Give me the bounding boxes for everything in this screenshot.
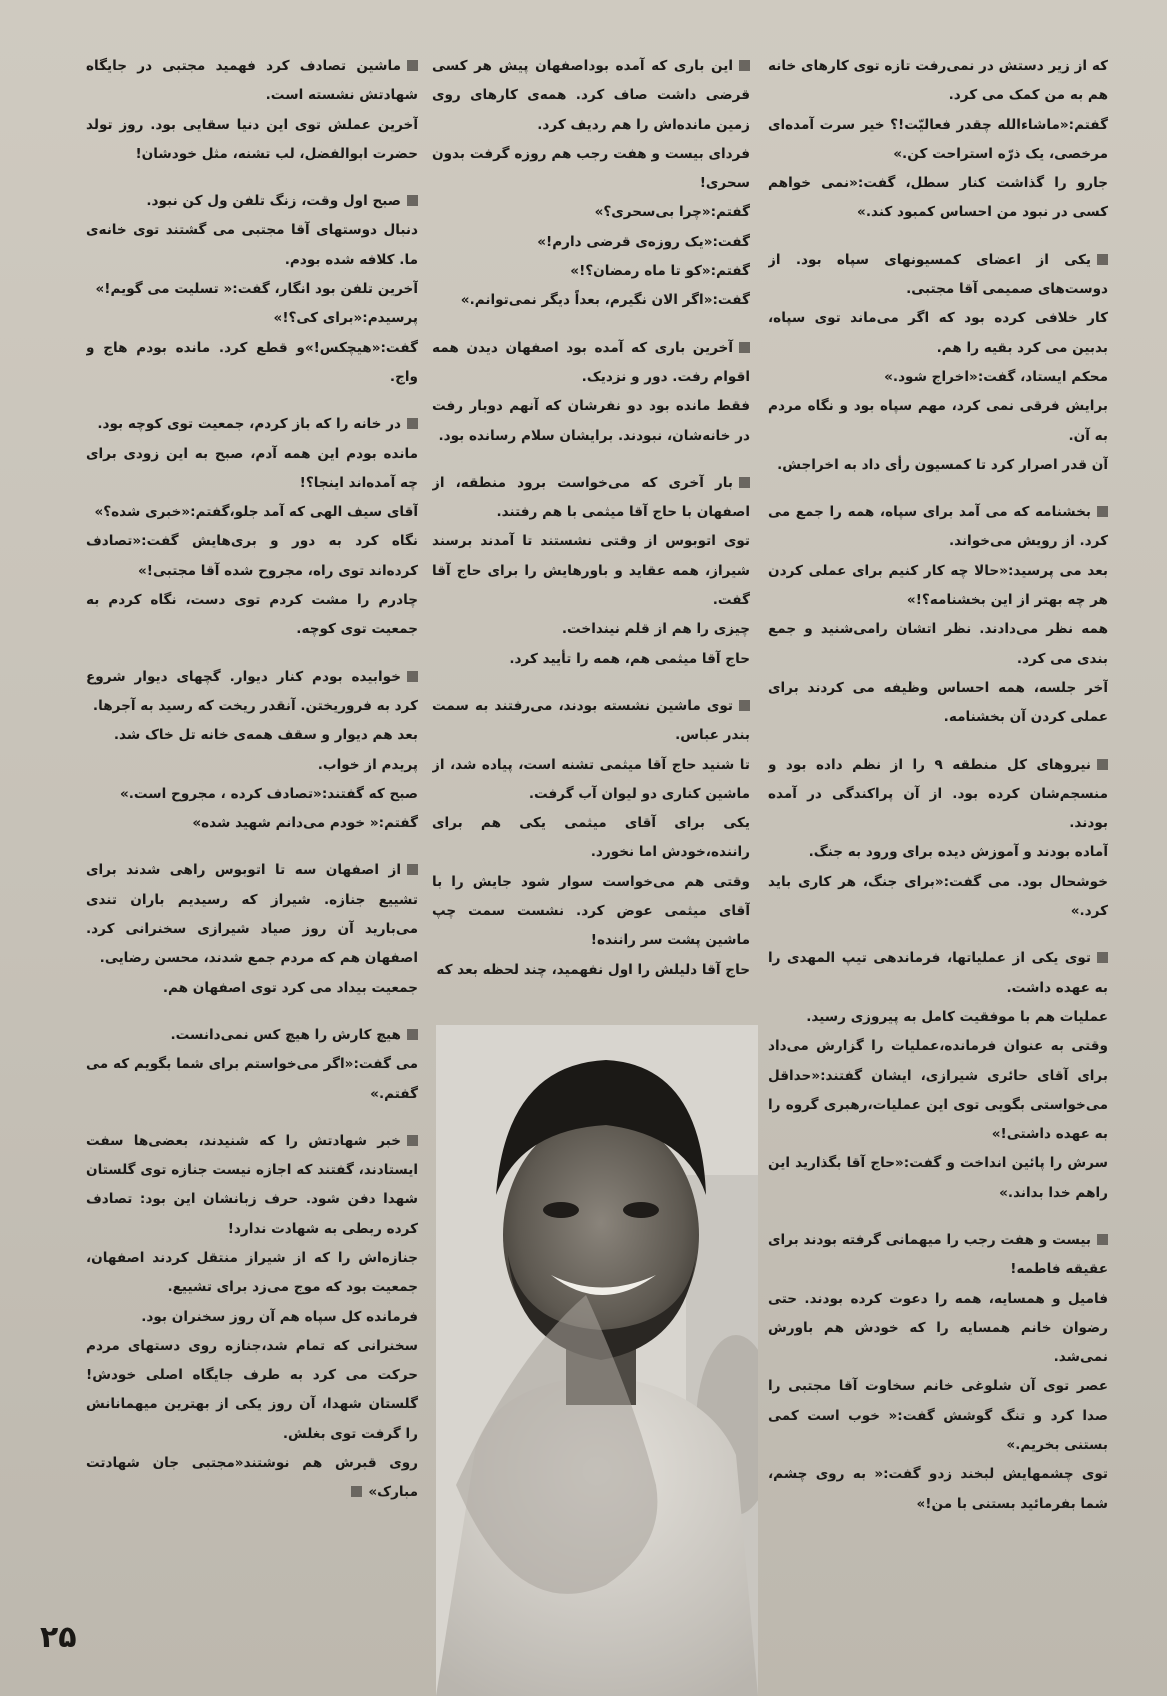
paragraph: بیست و هفت رجب را میهمانی گرفته بودند برای عقیقه فاطمه! — [768, 1231, 1108, 1278]
paragraph: وقتی هم می‌خواست سوار شود جایش را با آقای میثمی عوض کرد. نشست سمت چپ ماشین پشت سر راننده! — [432, 873, 750, 949]
paragraph: آخرین باری که آمده بود اصفهان دیدن همه اقوام رفت. دور و نزدیک. — [432, 339, 750, 385]
text-section — [86, 52, 418, 169]
portrait-illustration — [436, 1025, 758, 1696]
paragraph: محکم ایستاد، گفت:«اخراج شود.» — [884, 368, 1108, 385]
square-bullet-icon — [407, 60, 418, 71]
paragraph: صبح اول وقت، زنگ تلفن ول کن نبود. — [86, 187, 418, 216]
page-number: ۲۵ — [40, 1620, 77, 1655]
square-bullet-icon — [739, 342, 750, 353]
paragraph: گفت:«اگر الان نگیرم، بعداً دیگر نمی‌توانم.» — [460, 292, 750, 309]
paragraph: یکی از اعضای کمسیونهای سپاه بود. از دوست‌های صمیمی آقا مجتبی. — [768, 251, 1108, 298]
paragraph: در خانه را که باز کردم، جمعیت توی کوچه بود. — [86, 410, 418, 439]
paragraph: گفت:«هیچکس!»و قطع کرد. مانده بودم هاج و واج. — [86, 339, 418, 385]
paragraph: عملیات هم با موفقیت کامل به پیروزی رسید. — [806, 1008, 1108, 1025]
paragraph: آقای سیف الهی که آمد جلو،گفتم:«خبری شده؟» — [94, 504, 418, 521]
paragraph: فرمانده کل سپاه هم آن روز سخنران بود. — [141, 1308, 418, 1325]
text-section — [86, 1127, 418, 1508]
paragraph: گفتم:« خودم می‌دانم شهید شده» — [192, 815, 418, 832]
paragraph: آخرین عملش توی این دنیا سقایی بود. روز تولد حضرت ابوالفضل، لب تشنه، مثل خودشان! — [86, 116, 418, 162]
portrait-photo — [436, 1025, 758, 1696]
paragraph: آخرین تلفن بود انگار، گفت:« تسلیت می گویم!» — [95, 281, 418, 298]
paragraph: توی چشمهایش لبخند زدو گفت:« به روی چشم، شما بفرمائید بستنی با من!» — [768, 1466, 1108, 1512]
paragraph: پریدم از خواب. — [317, 756, 418, 773]
paragraph: آن قدر اصرار کرد تا کمسیون رأی داد به اخراجش. — [777, 456, 1108, 473]
text-section — [432, 692, 750, 985]
text-section — [86, 663, 418, 839]
paragraph: هیچ کارش را هیچ کس نمی‌دانست. — [86, 1021, 418, 1050]
square-bullet-icon — [407, 1029, 418, 1040]
paragraph: توی اتوبوس از وقتی نشستند تا آمدند برسند شیراز، همه عقاید و باورهایش را برای حاج آقا گفت. — [432, 533, 750, 609]
paragraph: توی ماشین نشسته بودند، می‌رفتند به سمت بندر عباس. — [432, 697, 750, 744]
paragraph: این باری که آمده بوداصفهان پیش هر کسی قرضی داشت صاف کرد. همه‌ی کارهای روی زمین مانده‌اش را هم ردیف کرد. — [432, 58, 750, 133]
paragraph: حاج آقا دلیلش را اول نفهمید، چند لحظه بعد که — [436, 961, 750, 978]
square-bullet-icon — [407, 864, 418, 875]
text-section — [768, 498, 1108, 732]
text-section — [432, 334, 750, 451]
paragraph: خبر شهادتش را که شنیدند، بعضی‌ها سفت ایستادند، گفتند که اجازه نیست جنازه توی گلستان شهدا دفن شود. حرف زبانشان این بود: تصادف کرده ربطی به شهادت ندارد! — [86, 1132, 418, 1237]
paragraph: فقط مانده بود دو نفرشان که آنهم دوبار رفت در خانه‌شان، نبودند. برایشان سلام رسانده بود. — [432, 398, 750, 444]
square-bullet-icon — [351, 1486, 362, 1497]
paragraph: جمعیت بیداد می کرد توی اصفهان هم. — [162, 979, 418, 996]
paragraph: نگاه کرد به دور و بری‌هایش گفت:«تصادف کرده‌اند توی راه، مجروح شده آقا مجتبی!» — [86, 533, 418, 579]
text-section — [86, 410, 418, 644]
paragraph: تا شنید حاج آقا میثمی تشنه است، پیاده شد، از ماشین کناری دو لیوان آب گرفت. — [432, 756, 750, 802]
paragraph: سخنرانی که تمام شد،جنازه روی دستهای مردم حرکت می کرد به طرف جایگاه اصلی خودش! گلستان شهدا، آن روز یکی از بهترین میهمانانش را گرفت توی بغلش. — [86, 1337, 418, 1442]
paragraph: بخشنامه که می آمد برای سپاه، همه را جمع می کرد. از رویش می‌خواند. — [768, 504, 1108, 550]
paragraph: گفتم:«کو تا ماه رمضان؟!» — [570, 263, 750, 280]
text-section — [86, 187, 418, 392]
square-bullet-icon — [1097, 759, 1108, 770]
paragraph: آماده بودند و آموزش دیده برای ورود به جنگ. — [808, 844, 1108, 861]
text-section — [768, 52, 1108, 228]
paragraph: دنبال دوستهای آقا مجتبی می گشتند توی خانه‌ی ما. کلافه شده بودم. — [86, 222, 418, 268]
paragraph: گفتم:«چرا بی‌سحری؟» — [594, 204, 750, 221]
paragraph: پرسیدم:«برای کی؟!» — [273, 310, 418, 327]
text-column-right — [768, 52, 1108, 1652]
paragraph: مانده بودم این همه آدم، صبح به این زودی برای چه آمده‌اند اینجا؟! — [86, 445, 418, 491]
text-section — [432, 52, 750, 316]
paragraph: عصر توی آن شلوغی خانم سخاوت آقا مجتبی را صدا کرد و تنگ گوشش گفت:« خوب است کمی بستنی بخریم.» — [768, 1378, 1108, 1454]
text-section — [432, 469, 750, 674]
square-bullet-icon — [407, 1135, 418, 1146]
paragraph: برایش فرقی نمی کرد، مهم سپاه بود و نگاه مردم به آن. — [768, 398, 1108, 444]
paragraph: خوشحال بود. می گفت:«برای جنگ، هر کاری باید کرد.» — [768, 873, 1108, 920]
paragraph: می گفت:«اگر می‌خواستم برای شما بگویم که می گفتم.» — [86, 1056, 418, 1102]
text-column-middle — [432, 52, 750, 1012]
square-bullet-icon — [739, 477, 750, 488]
paragraph: فردای بیست و هفت رجب هم روزه گرفت بدون سحری! — [432, 145, 750, 192]
paragraph: گفت:«یک روزه‌ی قرضی دارم!» — [537, 233, 750, 250]
paragraph: جنازه‌اش را که از شیراز منتقل کردند اصفهان، جمعیت بود که موج می‌زد برای تشییع. — [86, 1249, 418, 1296]
paragraph: یکی برای آقای میثمی یکی هم برای راننده،خودش اما نخورد. — [432, 815, 750, 861]
square-bullet-icon — [407, 671, 418, 682]
paragraph: بعد می پرسید:«حالا چه کار کنیم برای عملی کردن هر چه بهتر از این بخشنامه؟!» — [768, 562, 1108, 609]
paragraph: توی یکی از عملیاتها، فرماندهی تیپ المهدی را به عهده داشت. — [768, 950, 1108, 996]
square-bullet-icon — [1097, 254, 1108, 265]
paragraph: گفتم:«ماشاءالله چقدر فعالیّت!؟ خیر سرت آمده‌ای مرخصی، یک ذرّه استراحت کن.» — [768, 116, 1108, 162]
paragraph: کار خلافی کرده بود که اگر می‌ماند توی سپاه، بدبین می کرد بقیه را هم. — [768, 310, 1108, 356]
paragraph: خوابیده بودم کنار دیوار. گچهای دیوار شروع کرد به فروریختن. آنقدر ریخت که رسید به آجرها. — [86, 668, 418, 714]
paragraph: همه نظر می‌دادند. نظر اتشان رامی‌شنید و جمع بندی می کرد. — [768, 621, 1108, 667]
square-bullet-icon — [407, 418, 418, 429]
paragraph: نیروهای کل منطقه ۹ را از نظم داده بود و منسجم‌شان کرده بود. از آن پراکندگی در آمده بودند. — [768, 756, 1108, 832]
square-bullet-icon — [1097, 952, 1108, 963]
text-section — [768, 1226, 1108, 1519]
paragraph: سرش را پائین انداخت و گفت:«حاج آقا بگذارید این راهم خدا بداند.» — [768, 1155, 1108, 1201]
paragraph: از اصفهان سه تا اتوبوس راهی شدند برای تشییع جنازه. شیراز که رسیدیم باران تندی می‌بارید آن روز صیاد شیرازی سخنرانی کرد. اصفهان هم که مردم جمع شدند، محسن رضایی. — [86, 862, 418, 967]
paragraph: بار آخری که می‌خواست برود منطقه، از اصفهان با حاج آقا میثمی با هم رفتند. — [432, 474, 750, 521]
square-bullet-icon — [739, 700, 750, 711]
paragraph: روی قبرش هم نوشتند«مجتبی جان شهادتت مبارک» — [86, 1455, 418, 1501]
square-bullet-icon — [1097, 506, 1108, 517]
text-section — [768, 751, 1108, 927]
text-section — [86, 1021, 418, 1109]
text-section — [768, 246, 1108, 480]
paragraph: بعد هم دیوار و سقف همه‌ی خانه تل خاک شد. — [113, 727, 418, 744]
paragraph: صبح که گفتند:«تصادف کرده ، مجروح است.» — [119, 785, 418, 802]
paragraph: آخر جلسه، همه احساس وظیفه می کردند برای عملی کردن آن بخشنامه. — [768, 679, 1108, 726]
text-column-left — [86, 52, 418, 1642]
paragraph: حاج آقا میثمی هم، همه را تأیید کرد. — [509, 650, 750, 667]
square-bullet-icon — [739, 60, 750, 71]
text-section — [86, 856, 418, 1002]
paragraph: که از زیر دستش در نمی‌رفت تازه توی کارهای خانه هم به من کمک می کرد. — [768, 58, 1108, 104]
text-section — [768, 944, 1108, 1208]
paragraph: وقتی به عنوان فرمانده،عملیات را گزارش می‌داد برای آقای حائری شیرازی، ایشان گفتند:«حداقل می‌خواستی بگویی توی این عملیات،رهبری گروه را به عهده داشتی!» — [768, 1038, 1108, 1143]
paragraph: چیزی را هم از قلم نینداخت. — [561, 621, 750, 638]
paragraph: جارو را گذاشت کنار سطل، گفت:«نمی خواهم کسی در نبود من احساس کمبود کند.» — [768, 175, 1108, 221]
square-bullet-icon — [407, 195, 418, 206]
square-bullet-icon — [1097, 1234, 1108, 1245]
paragraph: ماشین تصادف کرد فهمید مجتبی در جایگاه شهادتش نشسته است. — [86, 58, 418, 104]
paragraph: چادرم را مشت کردم توی دست، نگاه کردم به جمعیت توی کوچه. — [86, 592, 418, 638]
paragraph: فامیل و همسایه، همه را دعوت کرده بودند. حتی رضوان خانم همسایه را که خودش هم باورش نمی‌شد. — [768, 1290, 1108, 1366]
